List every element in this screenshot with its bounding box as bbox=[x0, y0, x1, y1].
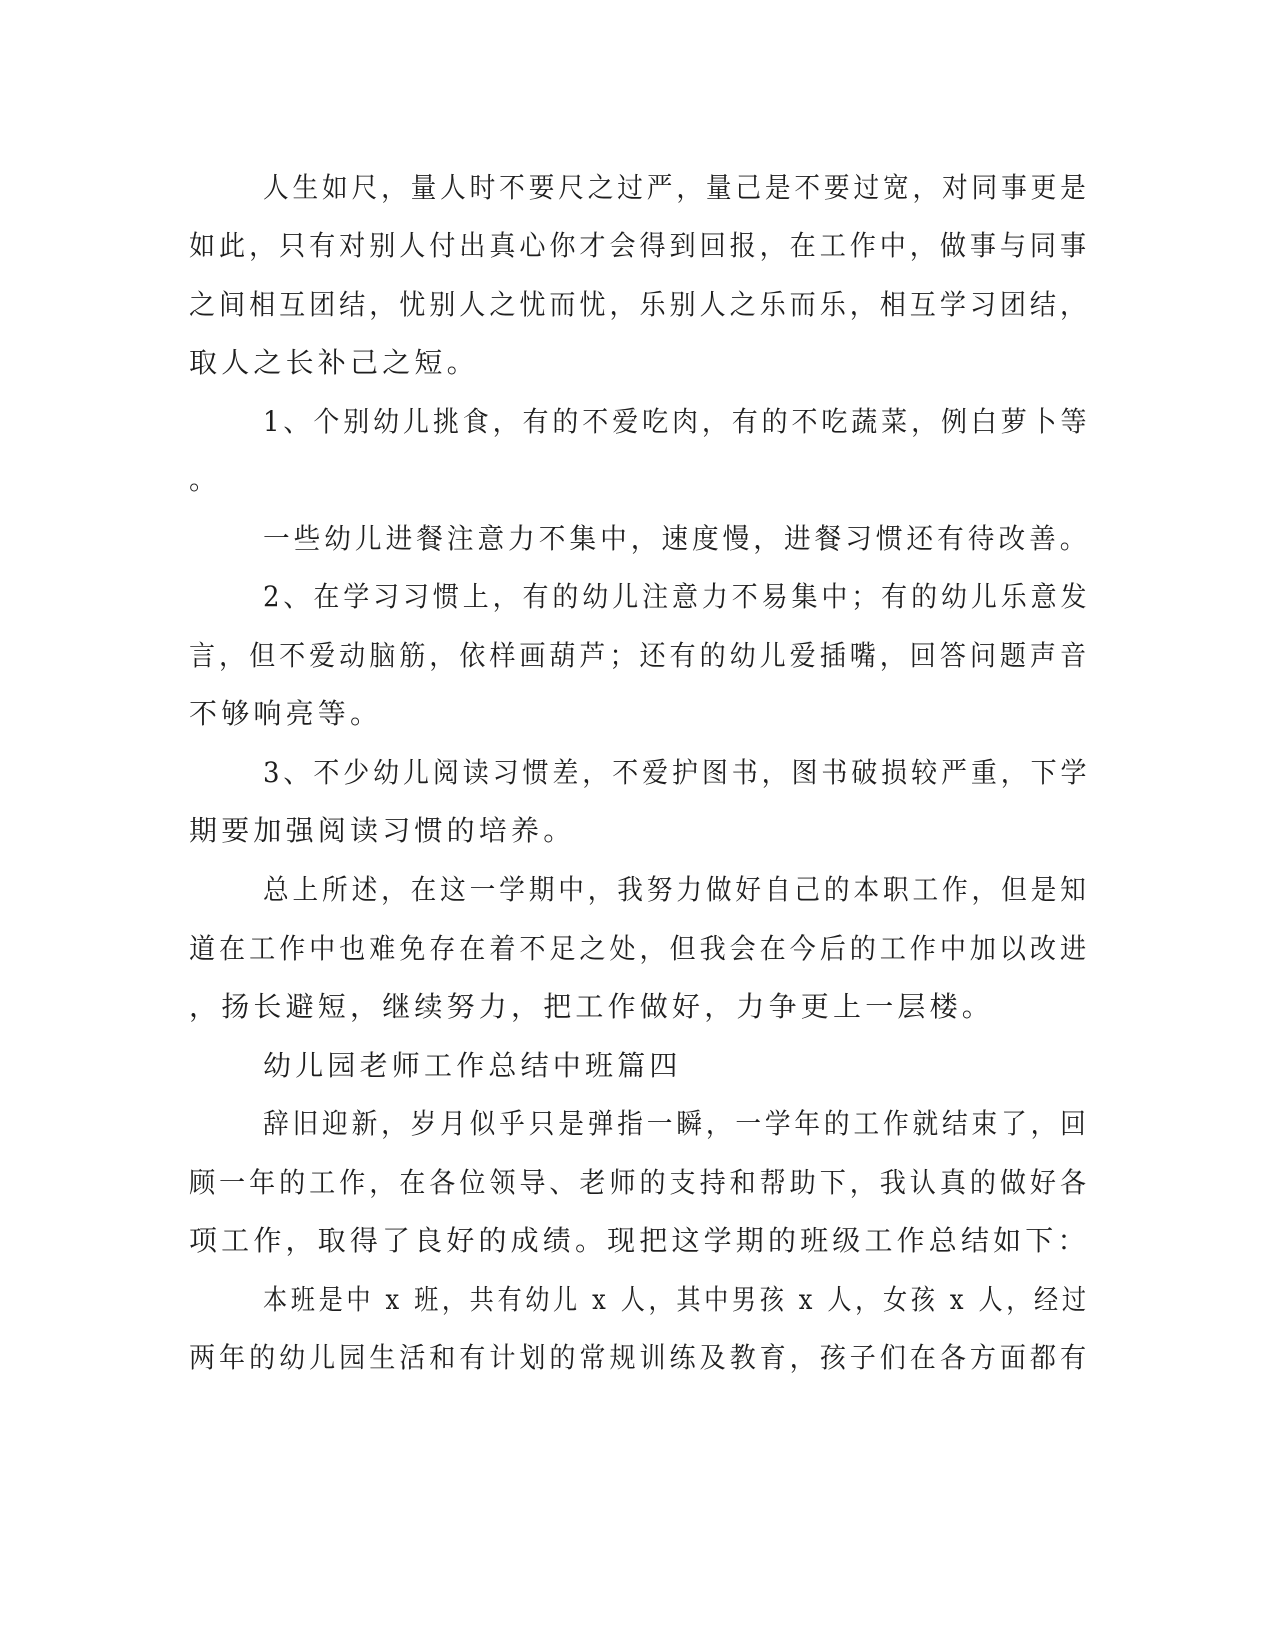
text-line: 3、不少幼儿阅读习惯差，不爱护图书，图书破损较严重，下学 bbox=[263, 756, 1091, 789]
section-heading: 幼儿园老师工作总结中班篇四 bbox=[263, 1049, 682, 1082]
text-line: 本班是中 x 班，共有幼儿 x 人，其中男孩 x 人，女孩 x 人，经过 bbox=[263, 1283, 1090, 1316]
text-line: 。 bbox=[189, 463, 222, 496]
text-line: 一些幼儿进餐注意力不集中，速度慢，进餐习惯还有待改善。 bbox=[263, 522, 1091, 555]
text-line: 两年的幼儿园生活和有计划的常规训练及教育，孩子们在各方面都有 bbox=[189, 1341, 1091, 1374]
text-line: 道在工作中也难免存在着不足之处，但我会在今后的工作中加以改进 bbox=[189, 932, 1091, 965]
text-line: 项工作，取得了良好的成绩。现把这学期的班级工作总结如下： bbox=[189, 1224, 1090, 1257]
text-line: 期要加强阅读习惯的培养。 bbox=[189, 814, 576, 847]
text-line: 顾一年的工作，在各位领导、老师的支持和帮助下，我认真的做好各 bbox=[189, 1166, 1091, 1199]
text-line: 如此，只有对别人付出真心你才会得到回报，在工作中，做事与同事 bbox=[189, 229, 1091, 262]
text-line: 总上所述，在这一学期中，我努力做好自己的本职工作，但是知 bbox=[263, 873, 1090, 906]
text-line: 人生如尺，量人时不要尺之过严，量己是不要过宽，对同事更是 bbox=[263, 171, 1090, 204]
text-line: 言，但不爱动脑筋，依样画葫芦；还有的幼儿爱插嘴，回答问题声音 bbox=[189, 639, 1091, 672]
text-line: 不够响亮等。 bbox=[189, 697, 383, 730]
text-line: 2、在学习习惯上，有的幼儿注意力不易集中；有的幼儿乐意发 bbox=[263, 580, 1091, 613]
text-line: 之间相互团结，忧别人之忧而忧，乐别人之乐而乐，相互学习团结， bbox=[189, 288, 1091, 321]
text-line: ，扬长避短，继续努力，把工作做好，力争更上一层楼。 bbox=[189, 990, 995, 1023]
text-line: 取人之长补己之短。 bbox=[189, 346, 479, 379]
text-line: 辞旧迎新，岁月似乎只是弹指一瞬，一学年的工作就结束了，回 bbox=[263, 1107, 1090, 1140]
text-line: 1、个别幼儿挑食，有的不爱吃肉，有的不吃蔬菜，例白萝卜等 bbox=[263, 405, 1091, 438]
